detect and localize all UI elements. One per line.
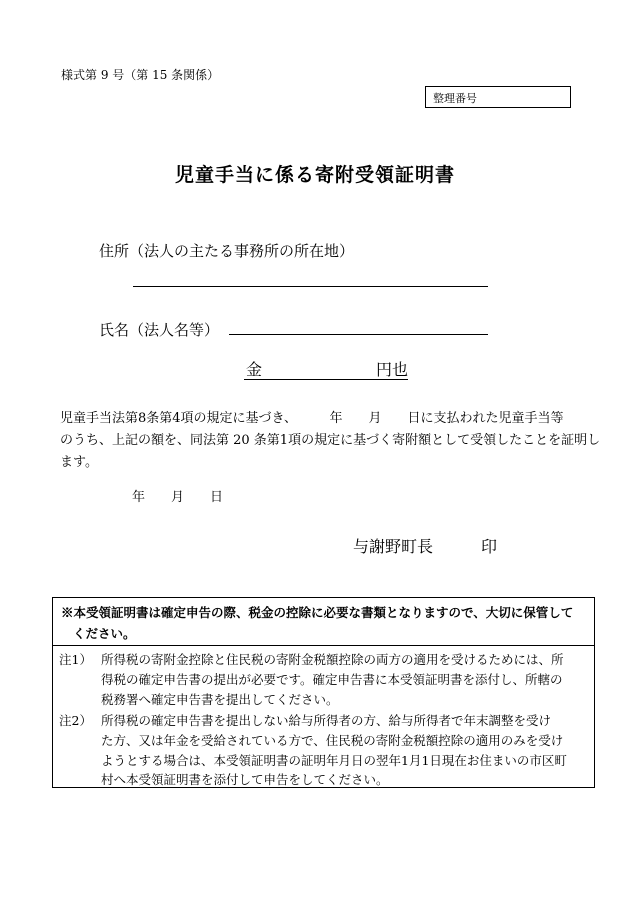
address-fill-line	[133, 286, 488, 287]
note-2-line: 所得税の確定申告書を提出しない給与所得者の方、給与所得者で年末調整を受け	[101, 713, 552, 728]
amount-field	[244, 357, 408, 380]
certification-text-line: のうち、上記の額を、同法第 20 条第1項の規定に基づく寄附額として受領したことを証明し	[60, 433, 601, 448]
certification-text-line: ます。	[60, 455, 98, 470]
note-2-line: 村へ本受領証明書を添付して申告をしてください。	[101, 772, 389, 787]
notes-box	[52, 597, 595, 788]
address-label: 住所（法人の主たる事務所の所在地）	[99, 242, 355, 260]
amount-suffix: 円也	[375, 360, 408, 379]
note-1-line: 所得税の寄附金控除と住民税の寄附金税額控除の両方の適用を受けるためには、所	[101, 652, 564, 667]
amount-prefix: 金	[246, 360, 263, 379]
note-1-line: 税務署へ確定申告書を提出してください。	[101, 692, 339, 707]
certification-text-line: 児童手当法第8条第4項の規定に基づき、 年 月 日に支払われた児童手当等	[60, 411, 564, 426]
issue-date: 年 月 日	[132, 490, 224, 505]
reference-number-label: 整理番号	[433, 92, 477, 105]
name-fill-line	[229, 334, 488, 335]
note-1-line: 得税の確定申告書の提出が必要です。確定申告書に本受領証明書を添付し、所轄の	[101, 672, 563, 687]
storage-warning-line: ※本受領証明書は確定申告の際、税金の控除に必要な書類となりますので、大切に保管して	[61, 605, 574, 620]
notes-divider	[53, 645, 594, 646]
note-1-label: 注1）	[59, 652, 92, 667]
document-title: 児童手当に係る寄附受領証明書	[174, 164, 455, 186]
note-2-line: ようとする場合は、本受領証明書の証明年月日の翌年1月1日現在お住まいの市区町	[101, 753, 567, 768]
form-number: 様式第 9 号（第 15 条関係）	[61, 68, 220, 82]
note-2-line: た方、又は年金を受給されている方で、住民税の寄附金税額控除の適用のみを受け	[101, 733, 564, 748]
storage-warning-line: ください。	[73, 626, 136, 641]
name-label: 氏名（法人名等）	[99, 321, 220, 339]
note-2-label: 注2）	[59, 713, 92, 728]
issuer-signature: 与謝野町長 印	[353, 537, 498, 556]
reference-number-box	[425, 86, 571, 108]
